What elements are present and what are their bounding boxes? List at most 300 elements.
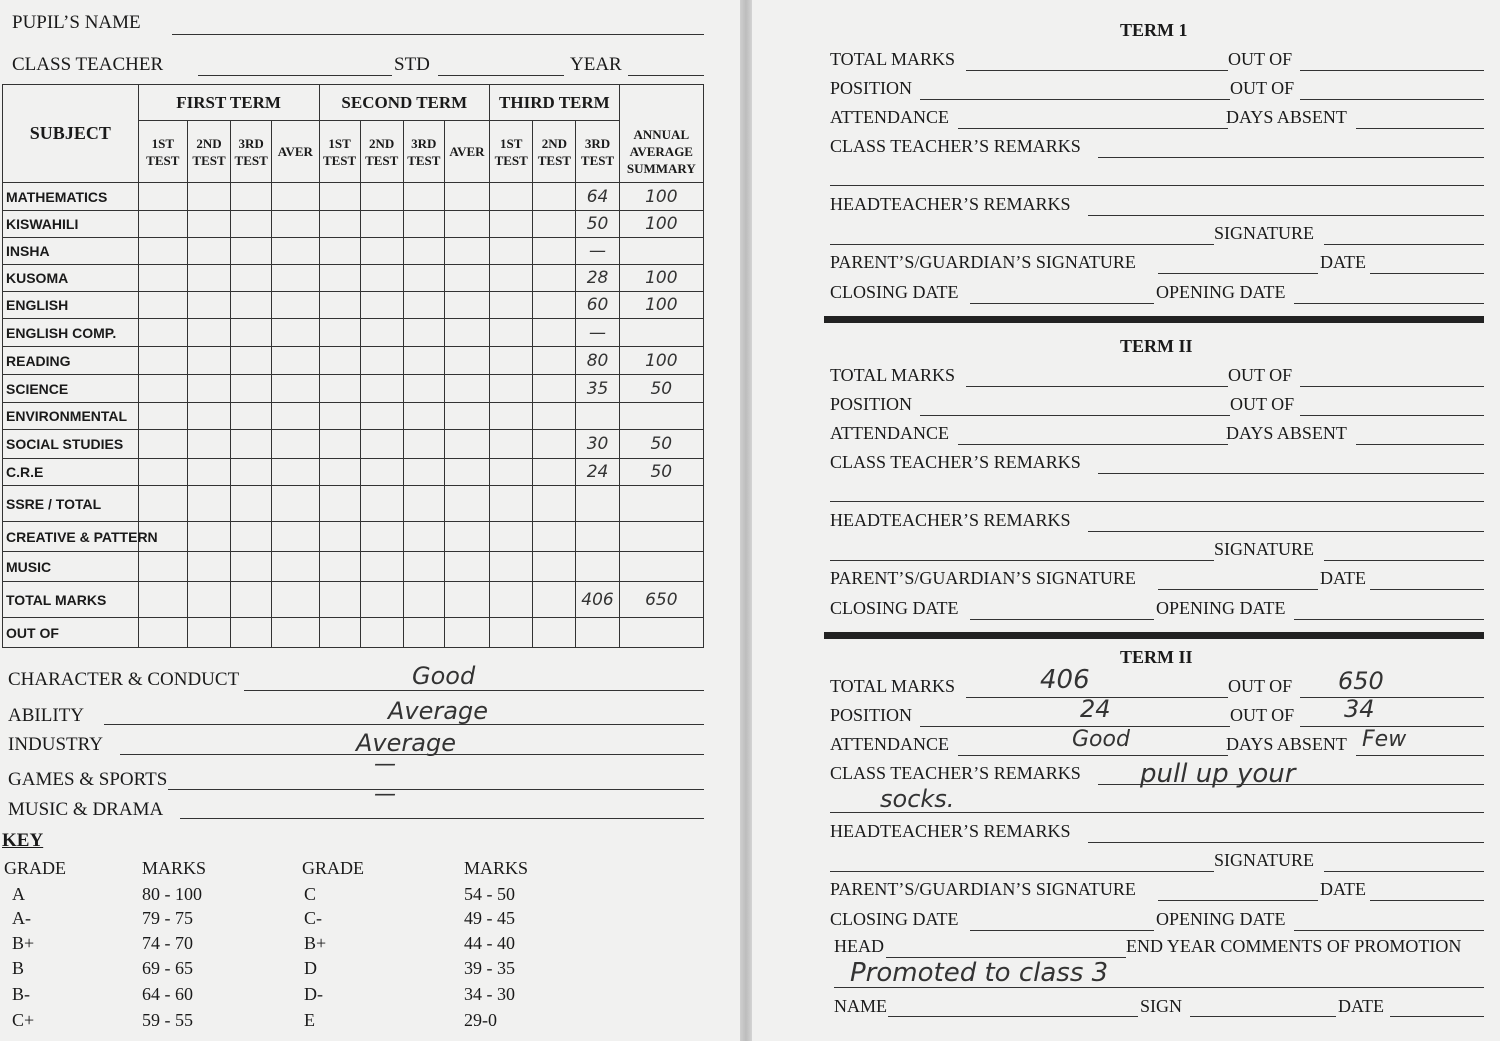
key-marks: 34 - 30 bbox=[464, 984, 515, 1004]
attendance-label: ATTENDANCE bbox=[830, 734, 949, 754]
headteacher-remarks-field[interactable] bbox=[1088, 531, 1484, 532]
mark-cell[interactable] bbox=[490, 403, 533, 430]
games-field[interactable] bbox=[168, 789, 704, 790]
class-teacher-remarks-label: CLASS TEACHER’S REMARKS bbox=[830, 452, 1081, 472]
mark-cell[interactable] bbox=[403, 403, 444, 430]
annual-average-mark[interactable]: 100 bbox=[619, 292, 703, 319]
attendance-field[interactable] bbox=[958, 444, 1228, 445]
mark-cell[interactable] bbox=[187, 238, 230, 265]
character-field[interactable] bbox=[244, 690, 704, 691]
class-teacher-remarks-field[interactable] bbox=[1098, 473, 1484, 474]
closing-date-field[interactable] bbox=[970, 619, 1154, 620]
days-absent-value: Few bbox=[1362, 727, 1407, 752]
parent-signature-label: PARENT’S/GUARDIAN’S SIGNATURE bbox=[830, 252, 1136, 272]
mark-cell[interactable] bbox=[490, 486, 533, 522]
days-absent-field[interactable] bbox=[1356, 444, 1484, 445]
mark-cell[interactable] bbox=[444, 347, 489, 375]
parent-signature-field[interactable] bbox=[1158, 273, 1318, 274]
mark-cell[interactable] bbox=[360, 618, 403, 648]
mark-cell[interactable] bbox=[490, 430, 533, 459]
name-field[interactable] bbox=[888, 1016, 1138, 1017]
class-teacher-remarks-field[interactable] bbox=[1098, 157, 1484, 158]
mark-cell[interactable] bbox=[403, 238, 444, 265]
table-row bbox=[3, 522, 704, 552]
third-term-3rd-test-mark[interactable]: 24 bbox=[576, 459, 619, 486]
mark-cell[interactable] bbox=[319, 582, 360, 618]
mark-cell[interactable] bbox=[360, 265, 403, 292]
mark-cell[interactable] bbox=[138, 430, 187, 459]
mark-cell[interactable] bbox=[272, 403, 319, 430]
subject-name: CREATIVE & PATTERN bbox=[3, 522, 139, 552]
mark-cell[interactable] bbox=[272, 582, 319, 618]
mark-cell[interactable] bbox=[403, 459, 444, 486]
mark-cell[interactable] bbox=[533, 238, 576, 265]
col-1st-test: 1ST TEST bbox=[490, 121, 533, 183]
annual-average-mark[interactable]: 100 bbox=[619, 347, 703, 375]
annual-average-mark[interactable] bbox=[619, 522, 703, 552]
mark-cell[interactable] bbox=[533, 375, 576, 403]
mark-cell[interactable] bbox=[138, 459, 187, 486]
mark-cell[interactable] bbox=[533, 211, 576, 238]
mark-cell[interactable] bbox=[319, 183, 360, 211]
annual-average-mark[interactable]: 100 bbox=[619, 265, 703, 292]
annual-average-mark[interactable] bbox=[619, 486, 703, 522]
mark-cell[interactable] bbox=[272, 211, 319, 238]
mark-cell[interactable] bbox=[187, 618, 230, 648]
mark-cell[interactable] bbox=[533, 582, 576, 618]
position-field[interactable] bbox=[920, 99, 1230, 100]
third-term-3rd-test-mark[interactable]: 35 bbox=[576, 375, 619, 403]
mark-cell[interactable] bbox=[360, 403, 403, 430]
third-term-3rd-test-mark[interactable]: 30 bbox=[576, 430, 619, 459]
mark-cell[interactable] bbox=[403, 183, 444, 211]
mark-cell[interactable] bbox=[490, 183, 533, 211]
mark-cell[interactable] bbox=[138, 211, 187, 238]
mark-cell[interactable] bbox=[360, 430, 403, 459]
col-3rd-test: 3RD TEST bbox=[403, 121, 444, 183]
mark-cell[interactable] bbox=[533, 486, 576, 522]
sign-field[interactable] bbox=[1190, 1016, 1336, 1017]
mark-cell[interactable] bbox=[319, 459, 360, 486]
ability-value: Average bbox=[388, 697, 488, 725]
mark-cell[interactable] bbox=[403, 618, 444, 648]
mark-cell[interactable] bbox=[138, 403, 187, 430]
subject-name: SSRE / TOTAL bbox=[3, 486, 139, 522]
closing-date-field[interactable] bbox=[970, 930, 1154, 931]
mark-cell[interactable] bbox=[319, 265, 360, 292]
out-of-field[interactable] bbox=[1300, 697, 1484, 698]
mark-cell[interactable] bbox=[138, 265, 187, 292]
subject-name: SCIENCE bbox=[3, 375, 139, 403]
signature-field[interactable] bbox=[1324, 560, 1484, 561]
mark-cell[interactable] bbox=[360, 459, 403, 486]
mark-cell[interactable] bbox=[319, 486, 360, 522]
mark-cell[interactable] bbox=[272, 319, 319, 347]
annual-average-mark[interactable]: 650 bbox=[619, 582, 703, 618]
mark-cell[interactable] bbox=[272, 486, 319, 522]
third-term-3rd-test-mark[interactable]: 28 bbox=[576, 265, 619, 292]
mark-cell[interactable] bbox=[444, 522, 489, 552]
mark-cell[interactable] bbox=[444, 430, 489, 459]
annual-average-mark[interactable] bbox=[619, 403, 703, 430]
headteacher-remarks-label: HEADTEACHER’S REMARKS bbox=[830, 821, 1071, 841]
mark-cell[interactable] bbox=[187, 522, 230, 552]
section-divider bbox=[824, 632, 1484, 639]
mark-cell[interactable] bbox=[231, 319, 272, 347]
headteacher-name-field[interactable] bbox=[830, 560, 1214, 561]
third-term-3rd-test-mark[interactable]: — bbox=[576, 319, 619, 347]
mark-cell[interactable] bbox=[272, 375, 319, 403]
position-out-of-field[interactable] bbox=[1300, 415, 1484, 416]
mark-cell[interactable] bbox=[138, 183, 187, 211]
mark-cell[interactable] bbox=[490, 618, 533, 648]
mark-cell[interactable] bbox=[231, 403, 272, 430]
sign-label: SIGN bbox=[1140, 996, 1183, 1016]
mark-cell[interactable] bbox=[138, 238, 187, 265]
mark-cell[interactable] bbox=[444, 292, 489, 319]
table-row bbox=[3, 238, 704, 265]
music-drama-label: MUSIC & DRAMA bbox=[8, 799, 164, 820]
mark-cell[interactable] bbox=[360, 211, 403, 238]
opening-date-field[interactable] bbox=[1294, 303, 1484, 304]
out-of-field[interactable] bbox=[1300, 70, 1484, 71]
mark-cell[interactable] bbox=[533, 319, 576, 347]
mark-cell[interactable] bbox=[490, 265, 533, 292]
mark-cell[interactable] bbox=[444, 486, 489, 522]
mark-cell[interactable] bbox=[444, 618, 489, 648]
mark-cell[interactable] bbox=[360, 319, 403, 347]
year-field[interactable] bbox=[628, 75, 704, 76]
mark-cell[interactable] bbox=[444, 319, 489, 347]
third-term-3rd-test-mark[interactable] bbox=[576, 403, 619, 430]
mark-cell[interactable] bbox=[319, 211, 360, 238]
mark-cell[interactable] bbox=[403, 265, 444, 292]
subject-header: SUBJECT bbox=[3, 85, 139, 183]
annual-average-mark[interactable]: 100 bbox=[619, 183, 703, 211]
third-term-3rd-test-mark[interactable]: 60 bbox=[576, 292, 619, 319]
date-field[interactable] bbox=[1390, 1016, 1484, 1017]
mark-cell[interactable] bbox=[444, 211, 489, 238]
mark-cell[interactable] bbox=[490, 582, 533, 618]
mark-cell[interactable] bbox=[360, 375, 403, 403]
third-term-3rd-test-mark[interactable] bbox=[576, 552, 619, 582]
signature-label: SIGNATURE bbox=[1214, 223, 1315, 243]
mark-cell[interactable] bbox=[187, 319, 230, 347]
mark-cell[interactable] bbox=[231, 459, 272, 486]
mark-cell[interactable] bbox=[444, 265, 489, 292]
table-row bbox=[3, 347, 704, 375]
mark-cell[interactable] bbox=[187, 292, 230, 319]
mark-cell[interactable] bbox=[272, 522, 319, 552]
mark-cell[interactable] bbox=[533, 430, 576, 459]
third-term-3rd-test-mark[interactable]: 406 bbox=[576, 582, 619, 618]
annual-average-mark[interactable]: 100 bbox=[619, 211, 703, 238]
mark-cell[interactable] bbox=[490, 292, 533, 319]
closing-date-label: CLOSING DATE bbox=[830, 598, 959, 618]
class-teacher-remarks-field-2[interactable] bbox=[830, 501, 1484, 502]
mark-cell[interactable] bbox=[319, 238, 360, 265]
signature-label: SIGNATURE bbox=[1214, 850, 1315, 870]
annual-average-mark[interactable] bbox=[619, 319, 703, 347]
mark-cell[interactable] bbox=[231, 486, 272, 522]
third-term-3rd-test-mark[interactable] bbox=[576, 618, 619, 648]
third-term-3rd-test-mark[interactable]: — bbox=[576, 238, 619, 265]
mark-cell[interactable] bbox=[533, 459, 576, 486]
mark-cell[interactable] bbox=[360, 292, 403, 319]
mark-cell[interactable] bbox=[187, 347, 230, 375]
promotion-comment: Promoted to class 3 bbox=[850, 958, 1109, 988]
music-drama-field[interactable] bbox=[180, 818, 704, 819]
headteacher-remarks-field[interactable] bbox=[1088, 842, 1484, 843]
mark-cell[interactable] bbox=[360, 238, 403, 265]
mark-cell[interactable] bbox=[272, 552, 319, 582]
attendance-field[interactable] bbox=[958, 755, 1228, 756]
parent-signature-field[interactable] bbox=[1158, 900, 1318, 901]
mark-cell[interactable] bbox=[360, 183, 403, 211]
mark-cell[interactable] bbox=[533, 522, 576, 552]
mark-cell[interactable] bbox=[187, 265, 230, 292]
mark-cell[interactable] bbox=[360, 582, 403, 618]
mark-cell[interactable] bbox=[231, 552, 272, 582]
mark-cell[interactable] bbox=[403, 347, 444, 375]
parent-signature-label: PARENT’S/GUARDIAN’S SIGNATURE bbox=[830, 568, 1136, 588]
mark-cell[interactable] bbox=[272, 618, 319, 648]
mark-cell[interactable] bbox=[490, 238, 533, 265]
opening-date-field[interactable] bbox=[1294, 930, 1484, 931]
mark-cell[interactable] bbox=[187, 430, 230, 459]
mark-cell[interactable] bbox=[444, 238, 489, 265]
mark-cell[interactable] bbox=[231, 183, 272, 211]
parent-signature-field[interactable] bbox=[1158, 589, 1318, 590]
headteacher-name-field[interactable] bbox=[830, 244, 1214, 245]
mark-cell[interactable] bbox=[231, 375, 272, 403]
mark-cell[interactable] bbox=[231, 618, 272, 648]
attendance-value: Good bbox=[1072, 727, 1130, 752]
mark-cell[interactable] bbox=[533, 292, 576, 319]
mark-cell[interactable] bbox=[272, 292, 319, 319]
date-field[interactable] bbox=[1370, 900, 1484, 901]
mark-cell[interactable] bbox=[231, 522, 272, 552]
mark-cell[interactable] bbox=[319, 552, 360, 582]
third-term-3rd-test-mark[interactable]: 80 bbox=[576, 347, 619, 375]
total-marks-field[interactable] bbox=[966, 70, 1228, 71]
mark-cell[interactable] bbox=[403, 582, 444, 618]
key-grade: B+ bbox=[12, 933, 35, 953]
mark-cell[interactable] bbox=[138, 582, 187, 618]
mark-cell[interactable] bbox=[403, 430, 444, 459]
mark-cell[interactable] bbox=[533, 403, 576, 430]
class-teacher-remarks-field-2[interactable] bbox=[830, 185, 1484, 186]
date-field[interactable] bbox=[1370, 589, 1484, 590]
mark-cell[interactable] bbox=[231, 211, 272, 238]
mark-cell[interactable] bbox=[319, 347, 360, 375]
mark-cell[interactable] bbox=[360, 552, 403, 582]
mark-cell[interactable] bbox=[533, 347, 576, 375]
mark-cell[interactable] bbox=[490, 347, 533, 375]
mark-cell[interactable] bbox=[319, 522, 360, 552]
mark-cell[interactable] bbox=[319, 292, 360, 319]
mark-cell[interactable] bbox=[272, 183, 319, 211]
headteacher-remarks-field[interactable] bbox=[1088, 215, 1484, 216]
position-field[interactable] bbox=[920, 415, 1230, 416]
position-label: POSITION bbox=[830, 705, 913, 725]
pupil-name-label: PUPIL’S NAME bbox=[12, 12, 141, 33]
annual-average-mark[interactable]: 50 bbox=[619, 459, 703, 486]
table-row bbox=[3, 319, 704, 347]
mark-cell[interactable] bbox=[138, 552, 187, 582]
marks-table bbox=[2, 84, 704, 648]
total-marks-label: TOTAL MARKS bbox=[830, 365, 956, 385]
mark-cell[interactable] bbox=[444, 582, 489, 618]
mark-cell[interactable] bbox=[138, 618, 187, 648]
mark-cell[interactable] bbox=[490, 522, 533, 552]
mark-cell[interactable] bbox=[138, 486, 187, 522]
signature-field[interactable] bbox=[1324, 871, 1484, 872]
out-of-value: 650 bbox=[1338, 667, 1384, 695]
mark-cell[interactable] bbox=[272, 265, 319, 292]
third-term-3rd-test-mark[interactable]: 64 bbox=[576, 183, 619, 211]
position-out-of-field[interactable] bbox=[1300, 99, 1484, 100]
opening-date-field[interactable] bbox=[1294, 619, 1484, 620]
mark-cell[interactable] bbox=[138, 347, 187, 375]
out-of-label: OUT OF bbox=[1228, 676, 1293, 696]
annual-average-mark[interactable] bbox=[619, 618, 703, 648]
mark-cell[interactable] bbox=[319, 375, 360, 403]
annual-average-mark[interactable]: 50 bbox=[619, 430, 703, 459]
mark-cell[interactable] bbox=[187, 211, 230, 238]
date-field[interactable] bbox=[1370, 273, 1484, 274]
mark-cell[interactable] bbox=[490, 552, 533, 582]
mark-cell[interactable] bbox=[490, 319, 533, 347]
days-absent-label: DAYS ABSENT bbox=[1226, 734, 1347, 754]
pupil-name-field[interactable] bbox=[172, 34, 704, 35]
mark-cell[interactable] bbox=[444, 552, 489, 582]
mark-cell[interactable] bbox=[231, 265, 272, 292]
mark-cell[interactable] bbox=[360, 347, 403, 375]
mark-cell[interactable] bbox=[187, 459, 230, 486]
mark-cell[interactable] bbox=[403, 211, 444, 238]
subject-name: C.R.E bbox=[3, 459, 139, 486]
signature-field[interactable] bbox=[1324, 244, 1484, 245]
mark-cell[interactable] bbox=[138, 319, 187, 347]
mark-cell[interactable] bbox=[231, 347, 272, 375]
annual-average-mark[interactable]: 50 bbox=[619, 375, 703, 403]
mark-cell[interactable] bbox=[533, 618, 576, 648]
mark-cell[interactable] bbox=[187, 183, 230, 211]
mark-cell[interactable] bbox=[272, 238, 319, 265]
third-term-3rd-test-mark[interactable]: 50 bbox=[576, 211, 619, 238]
subject-name: MATHEMATICS bbox=[3, 183, 139, 211]
mark-cell[interactable] bbox=[444, 375, 489, 403]
subject-name: ENGLISH COMP. bbox=[3, 319, 139, 347]
mark-cell[interactable] bbox=[187, 403, 230, 430]
mark-cell[interactable] bbox=[360, 486, 403, 522]
mark-cell[interactable] bbox=[272, 430, 319, 459]
mark-cell[interactable] bbox=[360, 522, 403, 552]
subject-name: ENVIRONMENTAL bbox=[3, 403, 139, 430]
col-2nd-test: 2ND TEST bbox=[533, 121, 576, 183]
closing-date-field[interactable] bbox=[970, 303, 1154, 304]
class-teacher-remarks-label: CLASS TEACHER’S REMARKS bbox=[830, 763, 1081, 783]
attendance-field[interactable] bbox=[958, 128, 1228, 129]
key-marks: 59 - 55 bbox=[142, 1010, 193, 1030]
days-absent-label: DAYS ABSENT bbox=[1226, 423, 1347, 443]
mark-cell[interactable] bbox=[490, 459, 533, 486]
key-marks-header: MARKS bbox=[142, 858, 207, 878]
mark-cell[interactable] bbox=[187, 582, 230, 618]
days-absent-field[interactable] bbox=[1356, 755, 1484, 756]
term-title: TERM II bbox=[1120, 336, 1193, 356]
mark-cell[interactable] bbox=[272, 347, 319, 375]
mark-cell[interactable] bbox=[403, 319, 444, 347]
mark-cell[interactable] bbox=[403, 552, 444, 582]
subject-name: OUT OF bbox=[3, 618, 139, 648]
mark-cell[interactable] bbox=[231, 582, 272, 618]
mark-cell[interactable] bbox=[444, 403, 489, 430]
mark-cell[interactable] bbox=[403, 375, 444, 403]
mark-cell[interactable] bbox=[319, 618, 360, 648]
mark-cell[interactable] bbox=[444, 459, 489, 486]
third-term-3rd-test-mark[interactable] bbox=[576, 522, 619, 552]
key-title: KEY bbox=[2, 830, 44, 851]
mark-cell[interactable] bbox=[187, 552, 230, 582]
head-label: HEAD bbox=[834, 936, 884, 956]
table-row bbox=[3, 292, 704, 319]
mark-cell[interactable] bbox=[231, 292, 272, 319]
parent-signature-label: PARENT’S/GUARDIAN’S SIGNATURE bbox=[830, 879, 1136, 899]
mark-cell[interactable] bbox=[138, 375, 187, 403]
mark-cell[interactable] bbox=[533, 265, 576, 292]
key-grade: B+ bbox=[304, 933, 327, 953]
mark-cell[interactable] bbox=[319, 403, 360, 430]
mark-cell[interactable] bbox=[319, 430, 360, 459]
mark-cell[interactable] bbox=[490, 375, 533, 403]
mark-cell[interactable] bbox=[231, 238, 272, 265]
character-label: CHARACTER & CONDUCT bbox=[8, 669, 240, 690]
table-row bbox=[3, 486, 704, 522]
ability-label: ABILITY bbox=[8, 705, 84, 726]
class-teacher-field[interactable] bbox=[198, 75, 392, 76]
total-marks-field[interactable] bbox=[966, 386, 1228, 387]
mark-cell[interactable] bbox=[138, 292, 187, 319]
headteacher-name-field[interactable] bbox=[830, 871, 1214, 872]
mark-cell[interactable] bbox=[231, 430, 272, 459]
mark-cell[interactable] bbox=[403, 292, 444, 319]
name-label: NAME bbox=[834, 996, 887, 1016]
mark-cell[interactable] bbox=[187, 375, 230, 403]
out-of-field[interactable] bbox=[1300, 386, 1484, 387]
mark-cell[interactable] bbox=[444, 183, 489, 211]
col-1st-test: 1ST TEST bbox=[138, 121, 187, 183]
mark-cell[interactable] bbox=[533, 552, 576, 582]
mark-cell[interactable] bbox=[187, 486, 230, 522]
col-1st-test: 1ST TEST bbox=[319, 121, 360, 183]
mark-cell[interactable] bbox=[490, 211, 533, 238]
mark-cell[interactable] bbox=[403, 486, 444, 522]
mark-cell[interactable] bbox=[533, 183, 576, 211]
days-absent-field[interactable] bbox=[1356, 128, 1484, 129]
mark-cell[interactable] bbox=[319, 319, 360, 347]
mark-cell[interactable] bbox=[403, 522, 444, 552]
annual-average-mark[interactable] bbox=[619, 238, 703, 265]
key-marks: 49 - 45 bbox=[464, 908, 515, 928]
std-field[interactable] bbox=[438, 75, 564, 76]
mark-cell[interactable] bbox=[272, 459, 319, 486]
annual-average-mark[interactable] bbox=[619, 552, 703, 582]
third-term-3rd-test-mark[interactable] bbox=[576, 486, 619, 522]
col-aver: AVER bbox=[444, 121, 489, 183]
headteacher-remarks-label: HEADTEACHER’S REMARKS bbox=[830, 510, 1071, 530]
